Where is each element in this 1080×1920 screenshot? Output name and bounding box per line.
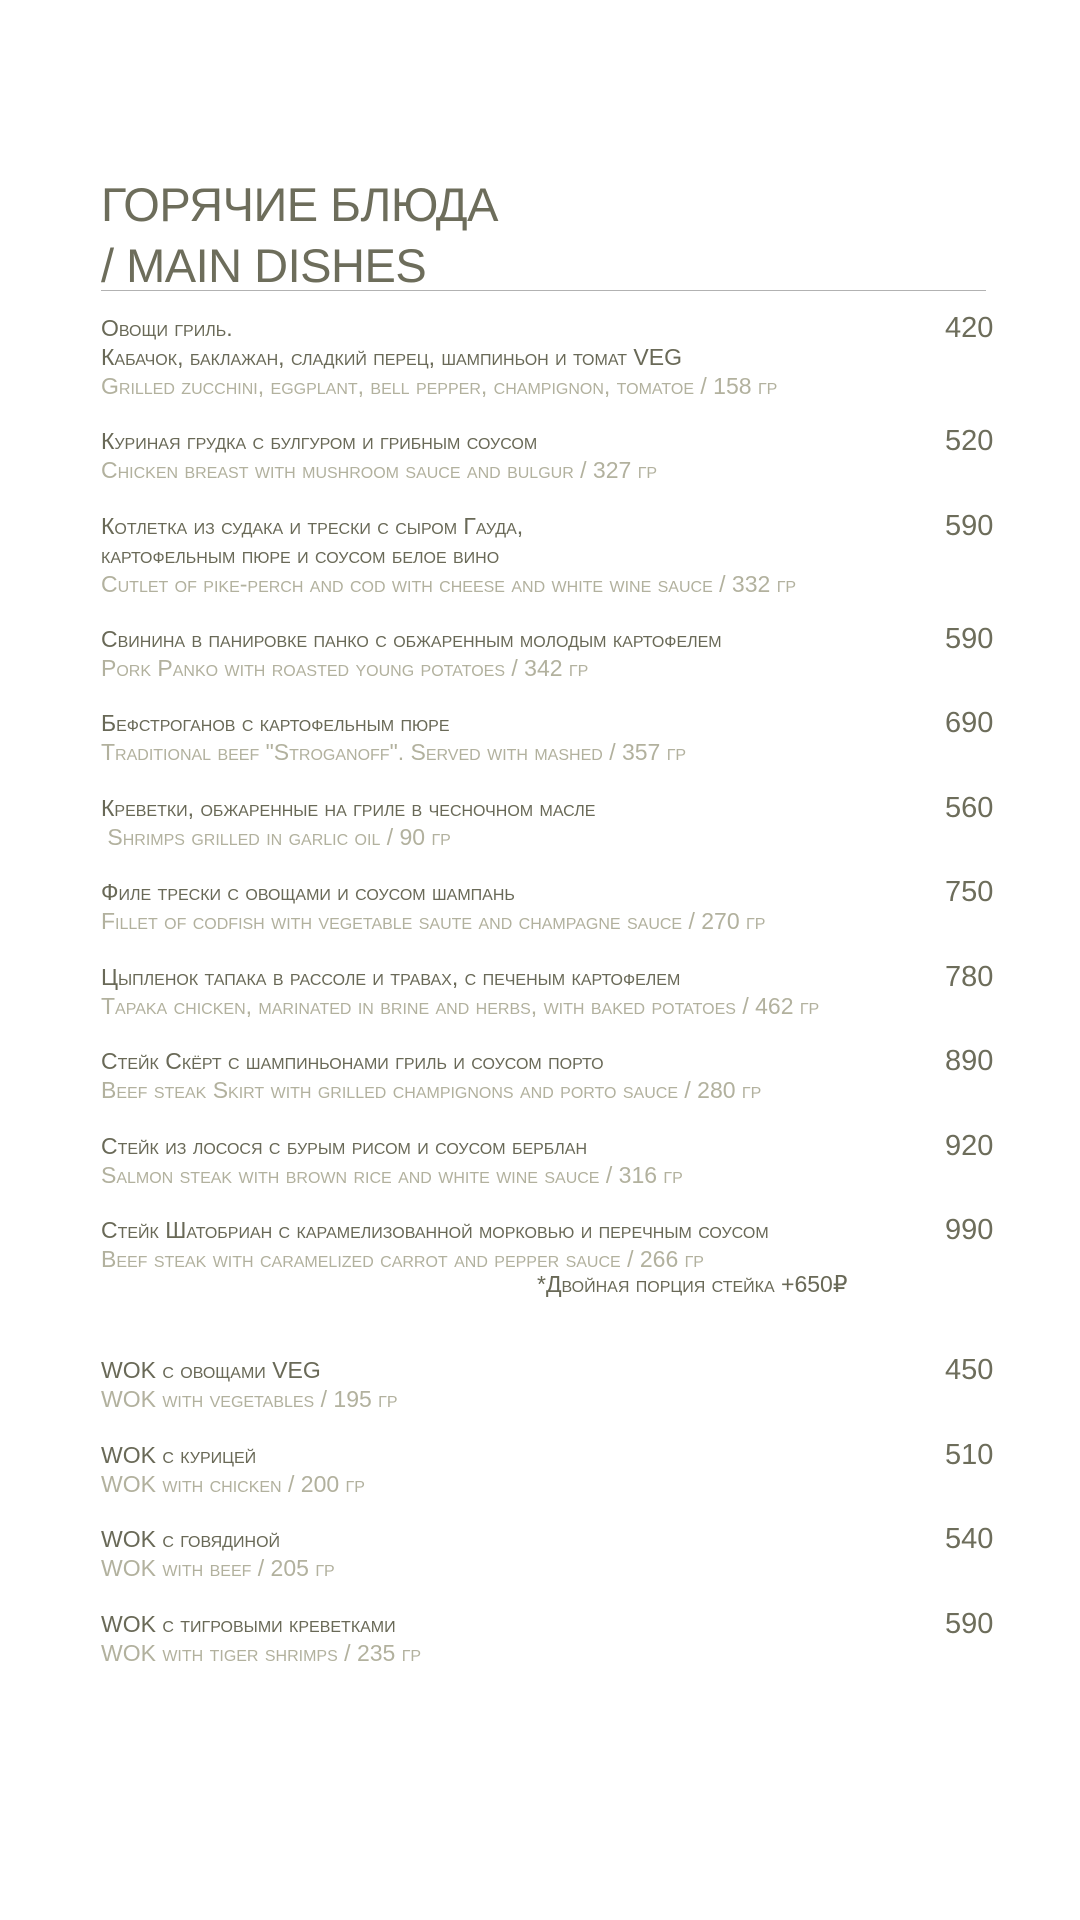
menu-item-cod-fillet: [101, 878, 1001, 936]
menu-item-pork-panko: [101, 625, 1001, 683]
item-name-en: Salmon steak with brown rice and white wine sauce / 316 гр: [101, 1162, 683, 1188]
item-name-en: WOK with beef / 205 гр: [101, 1555, 335, 1581]
item-name-ru: Стейк Скёрт с шампиньонами гриль и соусом порто: [101, 1048, 604, 1074]
item-price: 590: [945, 1608, 994, 1640]
item-name-en: Pork Panko with roasted young potatoes / 342 гр: [101, 655, 589, 681]
item-name-en: Grilled zucchini, eggplant, bell pepper, champignon, tomatoe / 158 гр: [101, 373, 778, 399]
title-ru: ГОРЯЧИЕ БЛЮДА: [101, 178, 498, 231]
item-price: 520: [945, 425, 994, 457]
item-price: 450: [945, 1354, 994, 1386]
item-name-en: Fillet of codfish with vegetable saute and champagne sauce / 270 гр: [101, 908, 766, 934]
item-name-ru: Креветки, обжаренные на гриле в чесночном масле: [101, 795, 596, 821]
item-name-en: WOK with chicken / 200 гр: [101, 1471, 365, 1497]
item-name-en: Traditional beef "Stroganoff". Served with mashed / 357 гр: [101, 739, 687, 765]
menu-item-beef-stroganoff: [101, 709, 1001, 767]
item-name-ru: Котлетка из судака и трески с сыром Гауда,: [101, 513, 524, 539]
title-divider: [101, 290, 986, 291]
menu-item-wok-tiger-shrimps: [101, 1610, 1001, 1668]
item-price: 920: [945, 1130, 994, 1162]
item-price: 510: [945, 1439, 994, 1471]
item-name-en: WOK with vegetables / 195 гр: [101, 1386, 398, 1412]
item-price: 540: [945, 1523, 994, 1555]
item-name-ru: Стейк Шатобриан с карамелизованной морковью и перечным соусом: [101, 1217, 769, 1243]
item-name-ru: Филе трески с овощами и соусом шампань: [101, 879, 515, 905]
menu-item-grilled-vegetables: [101, 314, 1001, 401]
menu-item-chateaubriand: [101, 1216, 1001, 1274]
item-name-en: Beef steak Skirt with grilled champignons and porto sauce / 280 гр: [101, 1077, 762, 1103]
menu-item-fish-cutlet: [101, 512, 1001, 599]
item-name-ru: Куриная грудка с булгуром и грибным соусом: [101, 428, 538, 454]
item-name-ru: WOK с тигровыми креветками: [101, 1611, 396, 1637]
item-name-ru: WOK с курицей: [101, 1442, 257, 1468]
item-price: 990: [945, 1214, 994, 1246]
item-price: 590: [945, 623, 994, 655]
item-name-en: Beef steak with caramelized carrot and pepper sauce / 266 гр: [101, 1246, 704, 1272]
item-name-ru: Цыпленок тапака в рассоле и травах, с печеным картофелем: [101, 964, 681, 990]
item-name-en: WOK with tiger shrimps / 235 гр: [101, 1640, 422, 1666]
item-price: 750: [945, 876, 994, 908]
item-name-ru: WOK с говядиной: [101, 1526, 281, 1552]
item-price: 890: [945, 1045, 994, 1077]
menu-item-chicken-breast: [101, 427, 1001, 485]
item-price: 780: [945, 961, 994, 993]
item-name-en: Shrimps grilled in garlic oil / 90 гр: [101, 824, 451, 850]
item-name-ru: Свинина в панировке панко с обжаренным молодым картофелем: [101, 626, 722, 652]
item-name-en: Chicken breast with mushroom sauce and bulgur / 327 гр: [101, 457, 658, 483]
menu-item-salmon-steak: [101, 1132, 1001, 1190]
item-name-en: Tapaka chicken, marinated in brine and herbs, with baked potatoes / 462 гр: [101, 993, 820, 1019]
menu-item-wok-beef: [101, 1525, 1001, 1583]
menu-item-wok-chicken: [101, 1441, 1001, 1499]
menu-item-shrimps: [101, 794, 1001, 852]
item-price: 560: [945, 792, 994, 824]
menu-item-tapaka-chicken: [101, 963, 1001, 1021]
menu-item-wok-vegetables: [101, 1356, 1001, 1414]
item-name-ru: Стейк из лосося с бурым рисом и соусом берблан: [101, 1133, 588, 1159]
item-description-ru: картофельным пюре и соусом белое вино: [101, 542, 500, 568]
item-price: 690: [945, 707, 994, 739]
title-en: / MAIN DISHES: [101, 239, 427, 292]
page-title: [101, 174, 981, 296]
item-price: 590: [945, 510, 994, 542]
item-name-en: Cutlet of pike-perch and cod with cheese and white wine sauce / 332 гр: [101, 571, 797, 597]
item-name-ru: Овощи гриль.: [101, 315, 233, 341]
menu-item-skirt-steak: [101, 1047, 1001, 1105]
item-description-ru: Кабачок, баклажан, сладкий перец, шампиньон и томат VEG: [101, 344, 682, 370]
item-name-ru: Бефстроганов с картофельным пюре: [101, 710, 450, 736]
double-portion-note: *Двойная порция стейка +650₽: [537, 1271, 848, 1297]
item-name-ru: WOK с овощами VEG: [101, 1357, 321, 1383]
item-price: 420: [945, 312, 994, 344]
